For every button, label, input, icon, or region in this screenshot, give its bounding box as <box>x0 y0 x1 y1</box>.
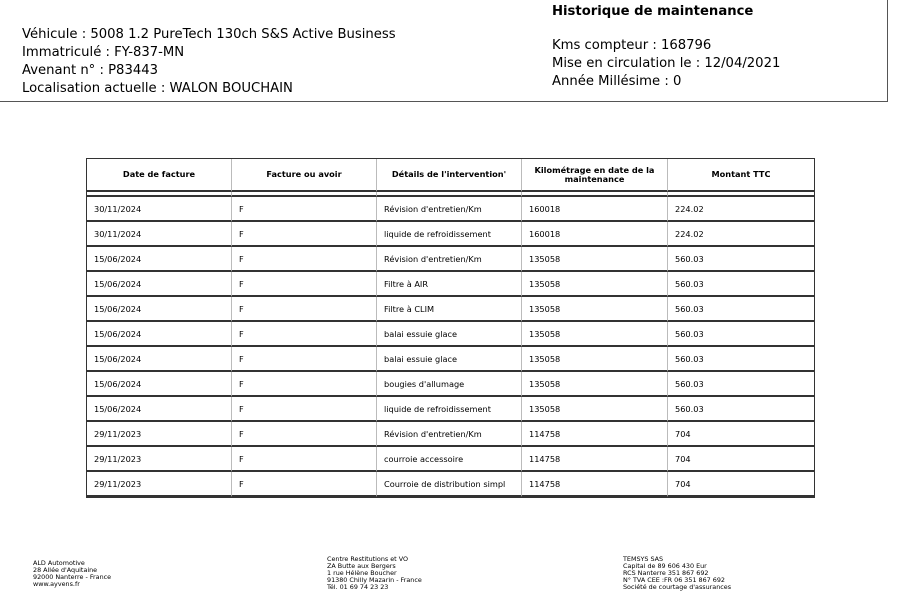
cell-mileage: 135058 <box>522 397 668 422</box>
cell-details: balai essuie glace <box>377 322 522 347</box>
cell-amount: 560.03 <box>668 247 814 272</box>
cell-amount: 704 <box>668 472 814 497</box>
cell-details: Révision d'entretien/Km <box>377 197 522 222</box>
table-row <box>87 372 814 397</box>
footer-line: ZA Butte aux Bergers <box>327 562 396 570</box>
odometer: Kms compteur : 168796 <box>552 38 712 53</box>
cell-mileage: 135058 <box>522 297 668 322</box>
footer-link[interactable]: www.ayvens.fr <box>33 580 80 588</box>
header-divider <box>0 101 888 102</box>
cell-date: 15/06/2024 <box>87 322 232 347</box>
footer-line: 28 Allée d'Aquitaine <box>33 566 98 574</box>
cell-amount: 560.03 <box>668 322 814 347</box>
cell-mileage: 114758 <box>522 447 668 472</box>
footer-line: Centre Restitutions et VO <box>327 555 409 563</box>
vehicle-location: Localisation actuelle : WALON BOUCHAIN <box>22 81 293 96</box>
cell-amount: 560.03 <box>668 372 814 397</box>
cell-mileage: 135058 <box>522 372 668 397</box>
footer-returns-center <box>327 556 422 591</box>
table-row <box>87 447 814 472</box>
vehicle-model: Véhicule : 5008 1.2 PureTech 130ch S&S Active Business <box>22 27 396 42</box>
table-row <box>87 347 814 372</box>
cell-type: F <box>232 247 377 272</box>
footer-line: TEMSYS SAS <box>623 555 664 563</box>
cell-details: Filtre à CLIM <box>377 297 522 322</box>
cell-amount: 224.02 <box>668 222 814 247</box>
cell-details: liquide de refroidissement <box>377 222 522 247</box>
table-row <box>87 247 814 272</box>
table-row <box>87 222 814 247</box>
cell-type: F <box>232 397 377 422</box>
cell-date: 15/06/2024 <box>87 272 232 297</box>
vehicle-info <box>22 26 396 98</box>
cell-amount: 224.02 <box>668 197 814 222</box>
table-row <box>87 197 814 222</box>
maintenance-table <box>86 158 815 498</box>
cell-mileage: 135058 <box>522 322 668 347</box>
cell-type: F <box>232 472 377 497</box>
cell-date: 30/11/2024 <box>87 197 232 222</box>
cell-date: 15/06/2024 <box>87 297 232 322</box>
cell-amount: 560.03 <box>668 347 814 372</box>
footer-line: RCS Nanterre 351 867 692 <box>623 569 709 577</box>
cell-type: F <box>232 422 377 447</box>
mileage-info <box>552 37 780 91</box>
footer-line: Société de courtage d'assurances <box>623 583 732 591</box>
model-year: Année Millésime : 0 <box>552 74 682 89</box>
cell-type: F <box>232 297 377 322</box>
cell-date: 29/11/2023 <box>87 422 232 447</box>
cell-mileage: 160018 <box>522 222 668 247</box>
cell-amount: 560.03 <box>668 272 814 297</box>
cell-details: Courroie de distribution simpl <box>377 472 522 497</box>
cell-mileage: 160018 <box>522 197 668 222</box>
cell-type: F <box>232 447 377 472</box>
cell-date: 15/06/2024 <box>87 347 232 372</box>
cell-mileage: 135058 <box>522 272 668 297</box>
cell-mileage: 114758 <box>522 472 668 497</box>
table-row <box>87 297 814 322</box>
vehicle-amendment: Avenant n° : P83443 <box>22 63 159 78</box>
cell-date: 15/06/2024 <box>87 247 232 272</box>
cell-amount: 704 <box>668 422 814 447</box>
cell-amount: 704 <box>668 447 814 472</box>
cell-type: F <box>232 272 377 297</box>
table-row <box>87 422 814 447</box>
cell-date: 29/11/2023 <box>87 472 232 497</box>
cell-date: 29/11/2023 <box>87 447 232 472</box>
cell-details: Révision d'entretien/Km <box>377 422 522 447</box>
col-invoice-type: Facture ou avoir <box>232 159 377 192</box>
vehicle-registration: Immatriculé : FY-837-MN <box>22 45 185 60</box>
cell-date: 30/11/2024 <box>87 222 232 247</box>
cell-mileage: 114758 <box>522 422 668 447</box>
page-title: Historique de maintenance <box>552 4 754 19</box>
table-row <box>87 397 814 422</box>
cell-details: Révision d'entretien/Km <box>377 247 522 272</box>
cell-details: courroie accessoire <box>377 447 522 472</box>
footer-company <box>33 560 111 588</box>
table-row <box>87 472 814 497</box>
table-row <box>87 272 814 297</box>
footer-legal <box>623 556 731 591</box>
footer-line: 92000 Nanterre - France <box>33 573 112 581</box>
footer-line: 91380 Chilly Mazarin - France <box>327 576 422 584</box>
cell-type: F <box>232 372 377 397</box>
cell-details: balai essuie glace <box>377 347 522 372</box>
header-edge <box>887 0 888 102</box>
cell-date: 15/06/2024 <box>87 372 232 397</box>
footer-line: Capital de 89 606 430 Eur <box>623 562 707 570</box>
cell-details: Filtre à AIR <box>377 272 522 297</box>
cell-mileage: 135058 <box>522 347 668 372</box>
footer-line: ALD Automotive <box>33 559 85 567</box>
cell-date: 15/06/2024 <box>87 397 232 422</box>
table-row <box>87 322 814 347</box>
cell-mileage: 135058 <box>522 247 668 272</box>
cell-type: F <box>232 322 377 347</box>
footer-line: N° TVA CEE :FR 06 351 867 692 <box>623 576 725 584</box>
registration-date: Mise en circulation le : 12/04/2021 <box>552 56 781 71</box>
cell-type: F <box>232 347 377 372</box>
cell-type: F <box>232 197 377 222</box>
col-intervention-details: Détails de l'intervention' <box>377 159 522 192</box>
footer-line: Tél. 01 69 74 23 23 <box>327 583 389 591</box>
table-header-row <box>87 159 814 192</box>
col-mileage: Kilométrage en date de la maintenance <box>522 159 668 192</box>
cell-details: bougies d'allumage <box>377 372 522 397</box>
footer-line: 1 rue Hélène Boucher <box>327 569 397 577</box>
cell-amount: 560.03 <box>668 397 814 422</box>
col-invoice-date: Date de facture <box>87 159 232 192</box>
col-amount: Montant TTC <box>668 159 814 192</box>
cell-type: F <box>232 222 377 247</box>
cell-amount: 560.03 <box>668 297 814 322</box>
cell-details: liquide de refroidissement <box>377 397 522 422</box>
